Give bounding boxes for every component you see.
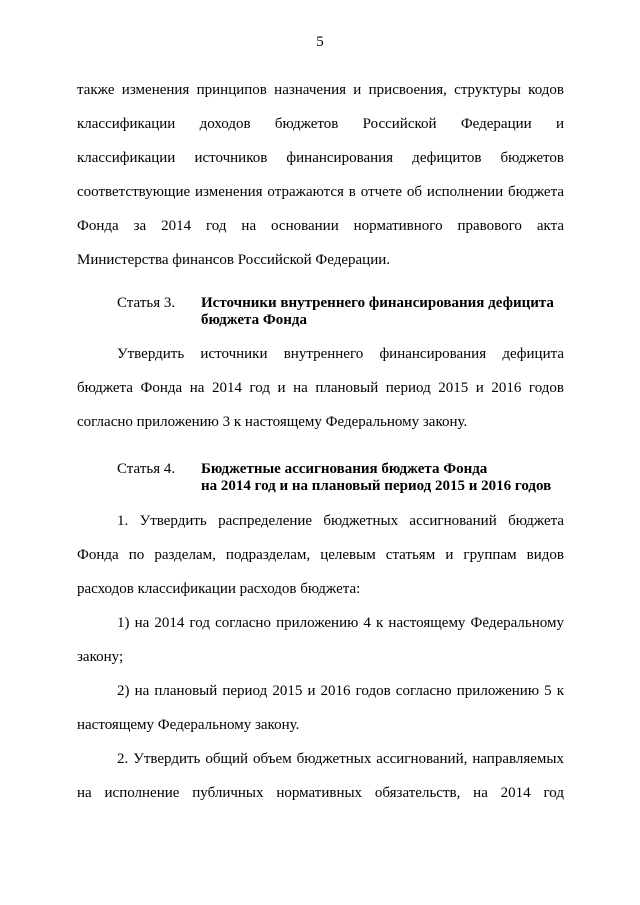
text-line: Министерства финансов Российской Федерации. xyxy=(77,252,391,268)
article-number: Статья 3. xyxy=(117,295,176,311)
text-line: Утвердить источники внутреннего финансирования дефицита xyxy=(117,346,564,362)
paragraph-intro xyxy=(77,73,564,277)
text-line: 1) на 2014 год согласно приложению 4 к настоящему Федеральному xyxy=(117,615,564,631)
article-title-line: Источники внутреннего финансирования дефицита xyxy=(201,295,554,311)
article-4-body xyxy=(77,504,564,810)
article-title xyxy=(201,295,554,329)
article-title xyxy=(201,461,551,495)
text-line: 2) на плановый период 2015 и 2016 годов согласно приложению 5 к xyxy=(117,683,564,699)
text-line: бюджета Фонда на 2014 год и на плановый период 2015 и 2016 годов xyxy=(77,380,564,396)
text-line: Фонда по разделам, подразделам, целевым статьям и группам видов xyxy=(77,547,564,563)
text-line: согласно приложению 3 к настоящему Федеральному закону. xyxy=(77,414,468,430)
article-title-line: на 2014 год и на плановый период 2015 и 2016 годов xyxy=(201,478,552,494)
text-line: также изменения принципов назначения и присвоения, структуры кодов xyxy=(77,82,564,98)
article-3-body xyxy=(77,337,564,439)
text-line: на исполнение публичных нормативных обязательств, на 2014 год xyxy=(77,785,564,801)
text-line: классификации источников финансирования дефицитов бюджетов xyxy=(77,150,564,166)
text-line: Фонда за 2014 год на основании нормативного правового акта xyxy=(77,218,564,234)
page-number: 5 xyxy=(316,34,324,50)
article-number: Статья 4. xyxy=(117,461,176,477)
text-line: классификации доходов бюджетов Российской Федерации и xyxy=(77,116,564,132)
text-line: настоящему Федеральному закону. xyxy=(77,717,300,733)
article-title-line: бюджета Фонда xyxy=(201,312,307,328)
text-line: соответствующие изменения отражаются в отчете об исполнении бюджета xyxy=(77,184,564,200)
text-line: 1. Утвердить распределение бюджетных ассигнований бюджета xyxy=(117,513,564,529)
text-line: расходов классификации расходов бюджета: xyxy=(77,581,361,597)
text-line: 2. Утвердить общий объем бюджетных ассигнований, направляемых xyxy=(117,751,564,767)
article-title-line: Бюджетные ассигнования бюджета Фонда xyxy=(201,461,488,477)
text-line: закону; xyxy=(77,649,124,665)
